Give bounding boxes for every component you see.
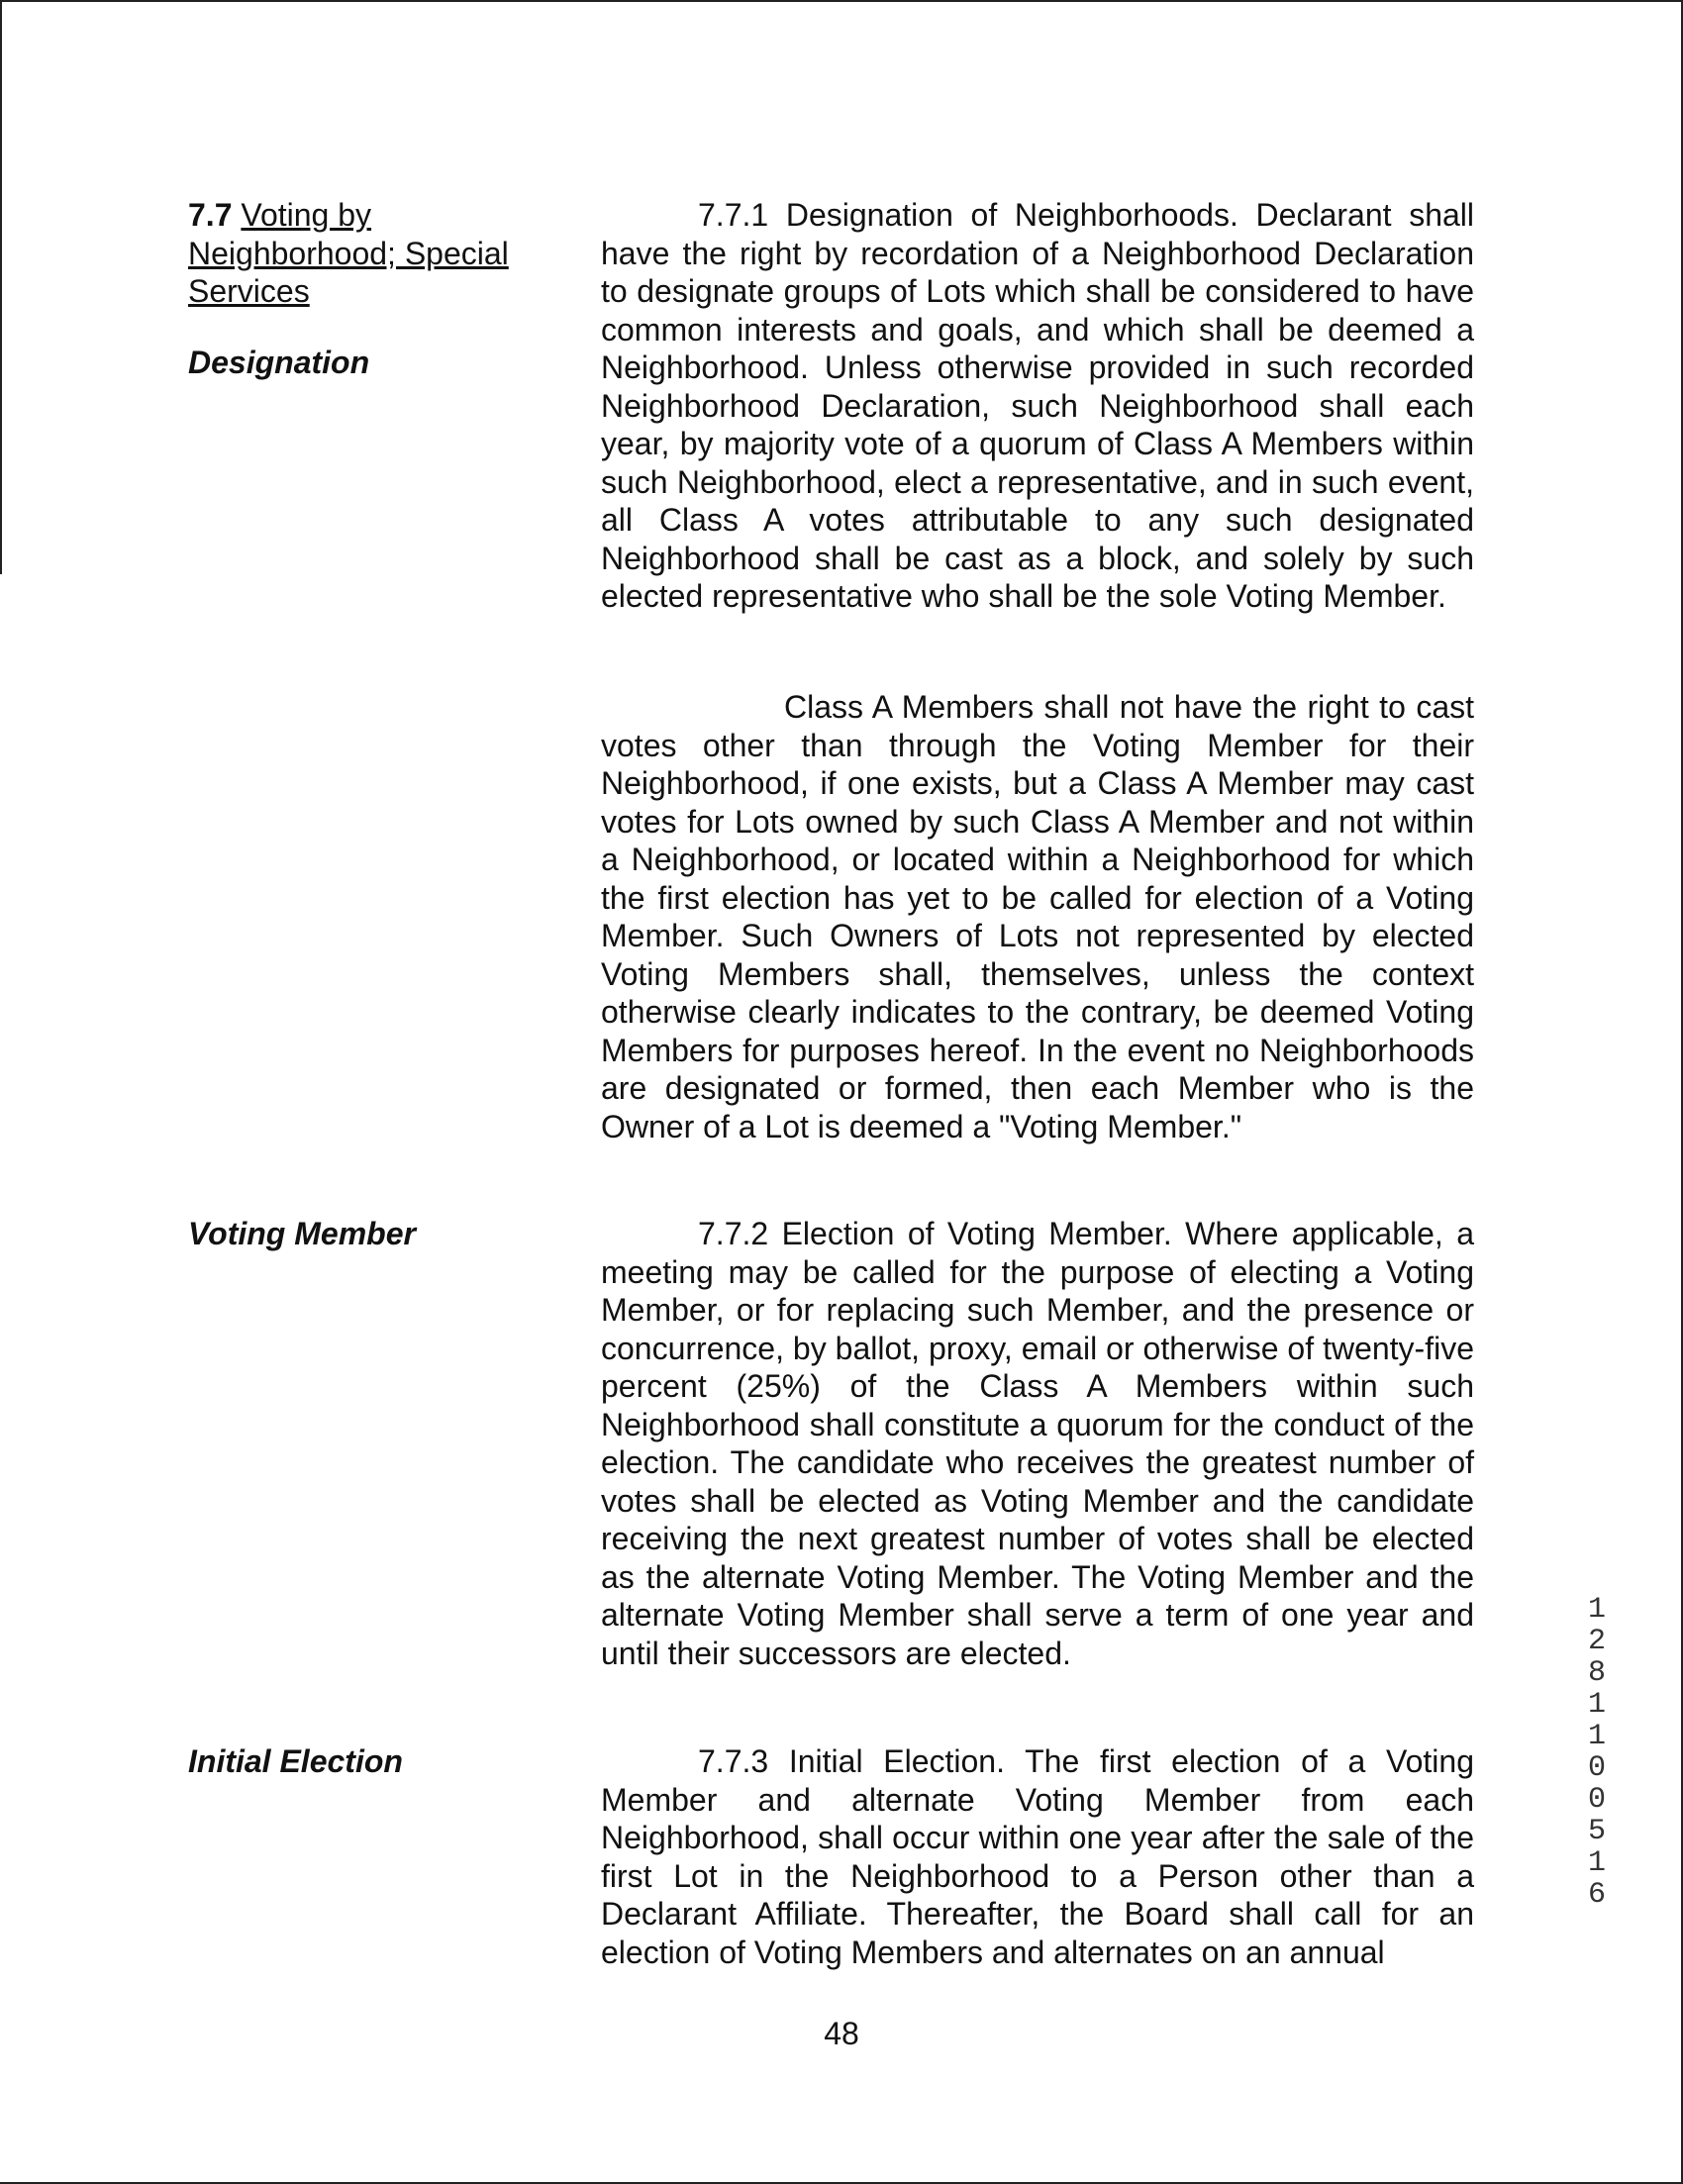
paragraph-7-7-1 (601, 196, 1474, 616)
section-title: Voting by Neighborhood; Special Services (188, 197, 509, 309)
side-label-designation: Designation (188, 345, 370, 380)
recording-stamp: 1281100516 (1587, 1593, 1606, 1912)
side-label-voting-member: Voting Member (188, 1216, 416, 1251)
section-number: 7.7 (188, 197, 233, 233)
paragraph-7-7-2 (601, 1215, 1474, 1672)
scan-edge-left (0, 0, 2, 574)
page-number: 48 (824, 2016, 859, 2051)
paragraph-7-7-1-continued-text: Class A Members shall not have the right to cast votes other than through the Voting Member for their Neighborhood, if one exists, but a Class A Member may cast votes for Lots owned by such Class A Member and not within a Neighborhood, or located within a Neighborhood for which the first election has yet to be called for election of a Voting Member. Such Owners of Lots not represented by elected Voting Members shall, themselves, unless the context otherwise clearly indicates to the contrary, be deemed Voting Members for purposes hereof. In the event no Neighborhoods are designated or formed, then each Member who is the Owner of a Lot is deemed a "Voting Member." (601, 689, 1474, 1144)
side-label-initial-election: Initial Election (188, 1743, 403, 1779)
section-heading (188, 196, 544, 311)
paragraph-7-7-1-text: 7.7.1 Designation of Neighborhoods. Declarant shall have the right by recordation of a Neighborhood Declaration to designate groups of Lots which shall be considered to have common interests and goals, and which shall be deemed a Neighborhood. Unless otherwise provided in such recorded Neighborhood Declaration, such Neighborhood shall each year, by majority vote of a quorum of Class A Members within such Neighborhood, elect a representative, and in such event, all Class A votes attributable to any such designated Neighborhood shall be cast as a block, and solely by such elected representative who shall be the sole Voting Member. (601, 197, 1474, 614)
scan-edge-top (0, 0, 1683, 2)
paragraph-7-7-1-continued (601, 688, 1474, 1145)
paragraph-7-7-3-text: 7.7.3 Initial Election. The first election of a Voting Member and alternate Voting Member from each Neighborhood, shall occur within one year after the sale of the first Lot in the Neighborhood to a Person other than a Declarant Affiliate. Thereafter, the Board shall call for an election of Voting Members and alternates on an annual (601, 1743, 1474, 1970)
paragraph-7-7-2-text: 7.7.2 Election of Voting Member. Where applicable, a meeting may be called for the purpose of electing a Voting Member, or for replacing such Member, and the presence or concurrence, by ballot, proxy, email or otherwise of twenty-five percent (25%) of the Class A Members within such Neighborhood shall constitute a quorum for the conduct of the election. The candidate who receives the greatest number of votes shall be elected as Voting Member and the candidate receiving the next greatest number of votes shall be elected as the alternate Voting Member. The Voting Member and the alternate Voting Member shall serve a term of one year and until their successors are elected. (601, 1216, 1474, 1671)
paragraph-7-7-3 (601, 1742, 1474, 1971)
